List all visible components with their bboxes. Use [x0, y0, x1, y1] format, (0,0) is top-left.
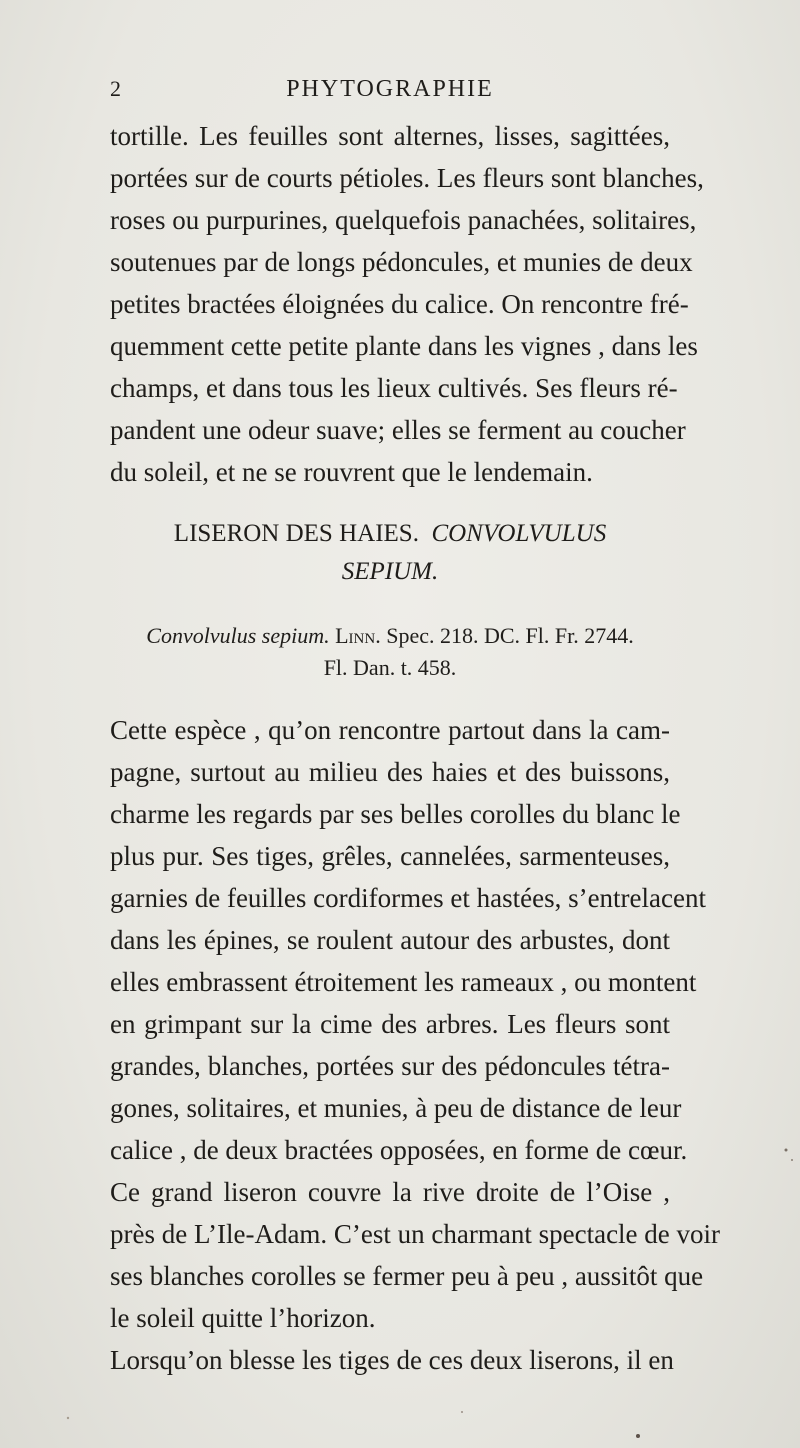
- synonymy-line-2: Fl. Dan. t. 458.: [323, 655, 457, 680]
- running-head: [110, 76, 670, 106]
- text-line: tortille. Les feuilles sont alternes, lisses, sagittées,: [110, 121, 670, 151]
- text-line: roses ou purpurines, quelquefois panachées, solitaires,: [110, 205, 697, 235]
- speck: [67, 1417, 69, 1419]
- text-line: gones, solitaires, et munies, à peu de distance de leur: [110, 1093, 682, 1123]
- text-line: près de L’Ile-Adam. C’est un charmant spectacle de voir: [110, 1219, 721, 1249]
- speck: [636, 1434, 640, 1438]
- page-number: 2: [110, 76, 122, 101]
- speck: [785, 1149, 788, 1152]
- reference-author: Linn.: [335, 623, 381, 648]
- text-line: plus pur. Ses tiges, grêles, cannelées, sarmenteuses,: [110, 841, 670, 871]
- speck: [791, 1159, 793, 1161]
- text-line: Cette espèce , qu’on rencontre partout dans la cam-: [110, 715, 670, 745]
- text-line: garnies de feuilles cordiformes et hastées, s’entrelacent: [110, 883, 706, 913]
- speck: [461, 1411, 463, 1413]
- text-line: charme les regards par ses belles corolles du blanc le: [110, 799, 681, 829]
- text-line: elles embrassent étroitement les rameaux , ou montent: [110, 967, 697, 997]
- species-heading: [110, 515, 670, 553]
- text-line: du soleil, et ne se rouvrent que le lendemain.: [110, 457, 593, 487]
- text-line: pagne, surtout au milieu des haies et des buissons,: [110, 757, 670, 787]
- latin-name-genus: CONVOLVULUS: [431, 520, 607, 547]
- running-title: PHYTOGRAPHIE: [286, 76, 494, 102]
- binomial: Convolvulus sepium.: [146, 623, 330, 648]
- text-line: dans les épines, se roulent autour des arbustes, dont: [110, 925, 670, 955]
- text-line: ses blanches corolles se fermer peu à peu , aussitôt que: [110, 1261, 704, 1291]
- text-line: portées sur de courts pétioles. Les fleurs sont blanches,: [110, 163, 704, 193]
- latin-name-species: SEPIUM.: [341, 558, 439, 585]
- text-line: grandes, blanches, portées sur des pédoncules tétra-: [110, 1051, 670, 1081]
- common-name: LISERON DES HAIES.: [173, 520, 419, 547]
- text-line: Ce grand liseron couvre la rive droite de l’Oise ,: [110, 1177, 670, 1207]
- text-line: en grimpant sur la cime des arbres. Les fleurs sont: [110, 1009, 670, 1039]
- text-line: Lorsqu’on blesse les tiges de ces deux liserons, il en: [110, 1345, 674, 1375]
- text-line: pandent une odeur suave; elles se ferment au coucher: [110, 415, 686, 445]
- species-heading-line-2: [110, 553, 670, 591]
- text-line: soutenues par de longs pédoncules, et munies de deux: [110, 247, 693, 277]
- text-line: le soleil quitte l’horizon.: [110, 1303, 376, 1333]
- synonymy-line-1: [110, 618, 670, 654]
- text-line: calice , de deux bractées opposées, en forme de cœur.: [110, 1135, 688, 1165]
- text-line: petites bractées éloignées du calice. On rencontre fré-: [110, 289, 689, 319]
- text-line: champs, et dans tous les lieux cultivés. Ses fleurs ré-: [110, 373, 678, 403]
- reference-text: Spec. 218. DC. Fl. Fr. 2744.: [386, 623, 634, 648]
- text-line: quemment cette petite plante dans les vignes , dans les: [110, 331, 698, 361]
